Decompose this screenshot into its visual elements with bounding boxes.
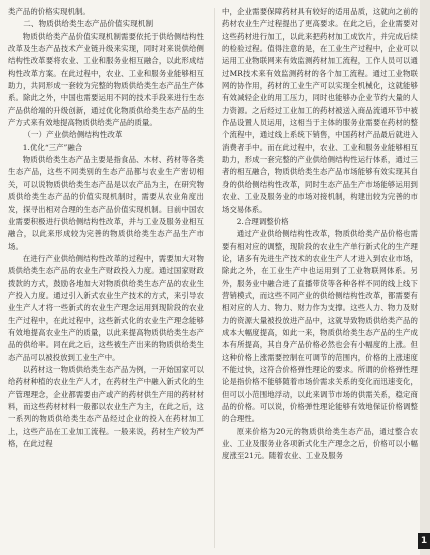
section-heading: 二、物质供给类生态产品价值实现机制 — [23, 19, 154, 29]
subsubsection-heading: 1.优化“三产”融合 — [22, 142, 83, 152]
paragraph: 物质供给类生态产品主要是指食品、木材、药材等各类生态产品，这些不同类别的生态产品都与农业生产密切相关，可以说物质供给类生态产品是以农产品为主，在研究物质供给类生态产品的价值实现机制时，需要从农业角度出发，探寻出相对合理的生态产品价值实现机制。目前中国农业需要积极进行供给侧结构性改革，并与工业及服务业相互融合，以此来形成较为完善的物质供给类生态产品生产市场。 — [8, 155, 204, 251]
paragraph: 物质供给类产品价值实现机制需要依托于供给侧结构性改革及生态产品技术产业链升级来实现，同时对来说供给侧结构性改革要将农业、工业和服务业相互融合，以此形成结构性改革方案。在此过程中，农业、工业和服务业能够相互助力，共同形成一套较为完整的物质供给类生态产品生产体系。除此之外，中国也需要运用不同的技术手段来进行生态产品供给端的升级创新，通过优化物质供给类生态产品的生产方式来有效地提高物质供给类产品的质量。 — [8, 31, 204, 128]
page-edge-bar — [420, 0, 430, 555]
paragraph: 在进行产业供给侧结构性改革的过程中，需要加大对物质供给类生态产品的农业生产财政投入力度。通过国家财政拨款的方式，鼓励各地加大对物质供给类生态产品的农业生产投入力度。通过引入新式农业生产技术的方式，来引导农业生产人才将一些新式的农业生产理念运用到现阶段的农业生产过程中，在此过程中，这些新式化的农业生产理念能够有效地提高农业生产的质量，以此来提高物质供给类生态产品的供给率。同在此之后，这些被生产出来的物质供给类生态产品可以被投放到工业生产中。 — [8, 253, 204, 362]
column-divider — [214, 8, 215, 548]
right-column — [222, 6, 418, 463]
left-column — [8, 6, 204, 450]
paragraph: 中，企业需要保障药材具有较好的适用品质，这就向之前的药材农业生产过程提出了更高要求。在此之后，企业需要对这些药材进行加工，以此来把药材加工成饮片，并完成后续的检验过程。值得注意的是，在工业生产过程中，企业可以运用工业物联网来有效监测药材加工流程，工作人员可以通过MR技术来有效监测药材的各个加工流程。通过工业物联网的协作用，药材的工业生产可以实现全机械化，这就能够有效减轻企业的用工压力，同时也能够办企业节约大量的人力资源。之后经过工业加工的药材被送入商品流通环节中被作品设置人员运用，这相当于主体的服务业需要在药材的整个流程中，通过线上系统下销售，中国药材产品最后就进入消费者手中。而在此过程中，农业、工业和服务业能够相互助力，形成一套完整的产业供给侧结构性运行体系，通过三者的相互融合，物质供给类生态产品市场能够有效实现其自身的供给侧结构性改革，同时生态产品生产市场能够运用到农业、工业及服务业的市场对接机制，构建出较为完善的市场交易体系。 — [222, 7, 418, 214]
paragraph: 原来价格为20元的物质供给类生态产品，通过整合农业、工业及服务业各项新式化生产理念之后，价格可以小幅度涨至21元。随着农业、工业及服务 — [222, 426, 418, 461]
subsection-heading: （一）产业供给侧结构性改革 — [23, 130, 123, 140]
paragraph: 通过产业供给侧结构性改革，物质供给类产品价格也需要有相对应的调整，现阶段的农业生产单行新式化的生产理论，诸多有先进生产技术的农业生产人才进入到农业市场，除此之外，在工业生产中也运用到了工业物联网体系。另外，服务业中融合进了直播带货等各种各样不同的线上线下营销模式，而这些不同产业的供给侧结构性改革，都需要有相对应的人力、物力、财力作为支撑。这些人力、物力及财力的资源大量被投放进产品中，这就导致物质供给类产品的成本大幅度提高，如此一来，物质供给类生态产品的生产成本有所提高，其自身产品价格必然也会有小幅度的上涨。但这种价格上涨需要控制在可调节的范围内，价格的上涨速度不能过快，这符合价格弹性理论的要求。所谓的价格弹性理论是指价格不能够随着市场价需求关系的变化而迅速变化，但可以小范围地浮动，以此来调节市场的供需关系，稳定商品的价格。可以说，价格弹性理论能够有效地保证价格调整的合理性。 — [222, 229, 418, 424]
paragraph: 类产品的价格实现机制。 — [8, 7, 90, 16]
subsubsection-heading: 2.合理调整价格 — [236, 216, 289, 226]
paragraph: 以药材这一物质供给类生态产品为例，一开始国家可以给药材种植的农业生产人才，在药材生产中融入新式化的生产管理理念，企业都需要由产或产的药材供生产用的药材材料，而这些药材材料一般都以农业生产为主，在此之后，这一系列的物质供给类生态产品经过企业的投入在药材加工上，这些产品在工业加工流程。一般来说，药材生产较为严格，在此过程 — [8, 364, 204, 449]
page-number: 1 — [418, 533, 430, 549]
